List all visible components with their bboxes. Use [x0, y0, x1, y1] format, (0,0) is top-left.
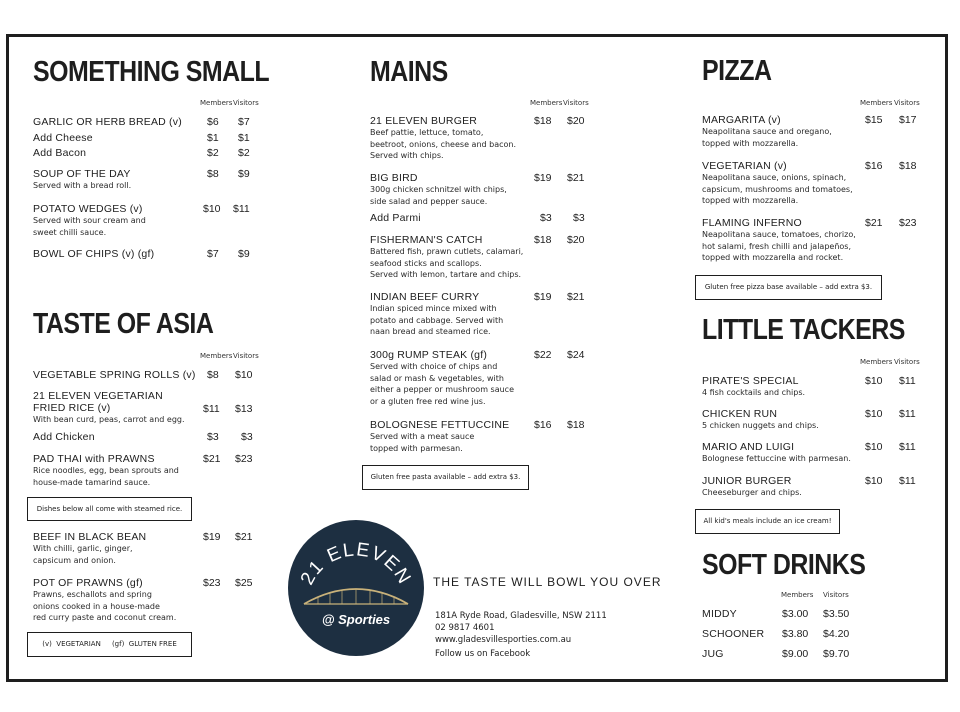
facebook-link[interactable]: Follow us on Facebook — [435, 649, 531, 659]
member-price: $22 — [534, 349, 552, 361]
menu-item — [33, 531, 146, 566]
visitor-price: $4.20 — [823, 628, 850, 640]
item-name: POT OF PRAWNS (gf) — [33, 577, 143, 589]
menu-item — [702, 475, 802, 499]
item-name: PAD THAI with PRAWNS — [33, 453, 155, 465]
item-name: INDIAN BEEF CURRY — [370, 291, 480, 303]
item-name: GARLIC OR HERB BREAD (v) — [33, 116, 182, 128]
section-title-something-small: SOMETHING SMALL — [33, 56, 270, 88]
visitor-price: $23 — [235, 453, 253, 465]
item-description: Served with sour cream and sweet chilli sauce. — [33, 216, 146, 237]
member-price: $3 — [540, 212, 552, 224]
menu-item — [33, 431, 95, 443]
member-price: $3.80 — [782, 628, 809, 640]
member-price: $7 — [207, 248, 219, 260]
menu-item — [702, 408, 819, 432]
item-name: MARGARITA (v) — [702, 114, 781, 126]
item-description: Indian spiced mince mixed with potato and cabbage. Served with naan bread and steamed rice. — [370, 304, 504, 336]
menu-item — [370, 349, 514, 407]
visitor-price: $18 — [567, 419, 585, 431]
member-price: $10 — [865, 441, 883, 453]
members-header: Members — [781, 591, 814, 599]
visitors-header: Visitors — [563, 99, 589, 107]
visitor-price: $2 — [238, 147, 250, 159]
item-description: Rice noodles, egg, bean sprouts and house-made tamarind sauce. — [33, 466, 179, 487]
item-description: Cheeseburger and chips. — [702, 488, 802, 497]
item-description: Served with choice of chips and salad or mash & vegetables, with either a pepper or mushroom sauce or a gluten free red wine jus. — [370, 362, 514, 406]
menu-item — [33, 453, 179, 488]
item-name: BOLOGNESE FETTUCCINE — [370, 419, 510, 431]
menu-item — [33, 132, 93, 144]
member-price: $10 — [865, 475, 883, 487]
item-name: MARIO AND LUIGI — [702, 441, 795, 453]
visitor-price: $7 — [238, 116, 250, 128]
visitor-price: $20 — [567, 115, 585, 127]
item-description: Served with a meat sauce topped with parmesan. — [370, 432, 475, 453]
menu-item — [702, 375, 805, 399]
item-name: BIG BIRD — [370, 172, 418, 184]
member-price: $15 — [865, 114, 883, 126]
member-price: $10 — [865, 408, 883, 420]
visitor-price: $11 — [899, 441, 916, 453]
member-price: $19 — [534, 291, 552, 303]
item-name: Add Chicken — [33, 431, 95, 443]
item-name: 21 ELEVEN VEGETARIAN FRIED RICE (v) — [33, 390, 163, 414]
member-price: $8 — [207, 369, 219, 381]
item-description: Beef pattie, lettuce, tomato, beetroot, onions, cheese and bacon. Served with chips. — [370, 128, 517, 160]
menu-item — [33, 577, 176, 624]
item-description: 300g chicken schnitzel with chips, side salad and pepper sauce. — [370, 185, 507, 206]
item-name: BEEF IN BLACK BEAN — [33, 531, 147, 543]
website-link[interactable]: www.gladesvillesporties.com.au — [435, 635, 572, 645]
drink-item — [702, 628, 764, 640]
item-name: Add Cheese — [33, 132, 93, 144]
phone: 02 9817 4601 — [435, 623, 495, 633]
visitor-price: $21 — [567, 291, 585, 303]
item-description: With bean curd, peas, carrot and egg. — [33, 415, 185, 424]
member-price: $1 — [207, 132, 219, 144]
member-price: $2 — [207, 147, 219, 159]
item-name: JUG — [702, 648, 724, 660]
item-name: SOUP OF THE DAY — [33, 168, 131, 180]
menu-item — [370, 115, 516, 162]
menu-item — [33, 390, 185, 426]
visitor-price: $11 — [899, 408, 916, 420]
member-price: $11 — [203, 403, 220, 415]
menu-item — [702, 217, 856, 264]
club-logo — [288, 520, 424, 656]
item-name: VEGETABLE SPRING ROLLS (v) — [33, 369, 196, 381]
drink-item — [702, 648, 724, 660]
visitor-price: $9.70 — [823, 648, 850, 660]
item-name: Add Parmi — [370, 212, 421, 224]
visitor-price: $13 — [235, 403, 253, 415]
member-price: $10 — [203, 203, 221, 215]
item-name: BOWL OF CHIPS (v) (gf) — [33, 248, 155, 260]
item-description: Battered fish, prawn cutlets, calamari, seafood sticks and scallops. Served with lemon, tartare and chips. — [370, 247, 524, 279]
item-description: Served with a bread roll. — [33, 181, 132, 190]
menu-item — [370, 234, 523, 281]
menu-item — [702, 114, 832, 149]
tagline: THE TASTE WILL BOWL YOU OVER — [433, 575, 662, 589]
section-title-little-tackers: LITTLE TACKERS — [702, 314, 905, 346]
members-header: Members — [200, 352, 233, 360]
visitor-price: $9 — [238, 248, 250, 260]
members-header: Members — [860, 99, 893, 107]
item-name: VEGETARIAN (v) — [702, 160, 787, 172]
member-price: $16 — [865, 160, 883, 172]
menu-item — [33, 116, 182, 128]
section-title-pizza: PIZZA — [702, 55, 772, 87]
item-name: JUNIOR BURGER — [702, 475, 792, 487]
item-description: 5 chicken nuggets and chips. — [702, 421, 819, 430]
item-description: With chilli, garlic, ginger, capsicum and onion. — [33, 544, 133, 565]
visitors-header: Visitors — [823, 591, 849, 599]
item-name: MIDDY — [702, 608, 737, 620]
member-price: $19 — [203, 531, 221, 543]
visitors-header: Visitors — [894, 99, 920, 107]
member-price: $3 — [207, 431, 219, 443]
visitor-price: $11 — [899, 375, 916, 387]
dietary-legend: (v) VEGETARIAN (gf) GLUTEN FREE — [27, 632, 192, 657]
members-header: Members — [530, 99, 563, 107]
visitor-price: $3 — [573, 212, 585, 224]
visitor-price: $10 — [235, 369, 253, 381]
menu-item — [370, 212, 421, 224]
member-price: $21 — [865, 217, 883, 229]
item-name: SCHOONER — [702, 628, 765, 640]
visitor-price: $23 — [899, 217, 917, 229]
visitor-price: $18 — [899, 160, 917, 172]
members-header: Members — [860, 358, 893, 366]
address: 181A Ryde Road, Gladesville, NSW 2111 — [435, 611, 607, 621]
member-price: $18 — [534, 234, 552, 246]
visitor-price: $17 — [899, 114, 917, 126]
ice-cream-note: All kid's meals include an ice cream! — [695, 509, 840, 534]
item-name: 21 ELEVEN BURGER — [370, 115, 478, 127]
menu-item — [702, 160, 853, 207]
visitor-price: $11 — [233, 203, 250, 215]
visitor-price: $3.50 — [823, 608, 850, 620]
gluten-free-pasta-note: Gluten free pasta available – add extra $3. — [362, 465, 529, 490]
menu-item — [33, 147, 86, 159]
logo-graphic — [288, 520, 424, 656]
member-price: $18 — [534, 115, 552, 127]
logo-bottom-text: @ Sporties — [321, 612, 391, 627]
steamed-rice-note: Dishes below all come with steamed rice. — [27, 497, 192, 521]
menu-item — [33, 203, 146, 238]
logo-top-text: 21 ELEVEN — [296, 539, 416, 589]
item-name: Add Bacon — [33, 147, 87, 159]
item-description: Neapolitana sauce and oregano, topped with mozzarella. — [702, 127, 832, 148]
gluten-free-pizza-note: Gluten free pizza base available – add extra $3. — [695, 275, 882, 300]
member-price: $8 — [207, 168, 219, 180]
member-price: $10 — [865, 375, 883, 387]
section-title-soft-drinks: SOFT DRINKS — [702, 549, 866, 581]
member-price: $23 — [203, 577, 221, 589]
item-name: CHICKEN RUN — [702, 408, 778, 420]
section-title-mains: MAINS — [370, 56, 448, 88]
member-price: $19 — [534, 172, 552, 184]
item-description: Neapolitana sauce, onions, spinach, capsicum, mushrooms and tomatoes, topped with mozzarella. — [702, 173, 853, 205]
member-price: $3.00 — [782, 608, 809, 620]
item-description: Neapolitana sauce, tomatoes, chorizo, hot salami, fresh chilli and jalapeños, topped with mozzarella and rocket. — [702, 230, 856, 262]
item-name: FLAMING INFERNO — [702, 217, 802, 229]
item-description: Bolognese fettuccine with parmesan. — [702, 454, 851, 463]
members-header: Members — [200, 99, 233, 107]
member-price: $21 — [203, 453, 221, 465]
visitors-header: Visitors — [894, 358, 920, 366]
menu-item — [370, 291, 503, 338]
menu-item — [33, 168, 131, 192]
visitor-price: $21 — [235, 531, 253, 543]
visitors-header: Visitors — [233, 99, 259, 107]
menu-item — [370, 172, 507, 207]
item-name: POTATO WEDGES (v) — [33, 203, 143, 215]
drink-item — [702, 608, 737, 620]
visitor-price: $3 — [241, 431, 253, 443]
menu-item — [702, 441, 851, 465]
member-price: $9.00 — [782, 648, 809, 660]
visitor-price: $11 — [899, 475, 916, 487]
item-description: Prawns, eschallots and spring onions cooked in a house-made red curry paste and coconut cream. — [33, 590, 177, 622]
member-price: $6 — [207, 116, 219, 128]
visitors-header: Visitors — [233, 352, 259, 360]
item-name: PIRATE'S SPECIAL — [702, 375, 799, 387]
visitor-price: $20 — [567, 234, 585, 246]
section-title-taste-of-asia: TASTE OF ASIA — [33, 308, 214, 340]
member-price: $16 — [534, 419, 552, 431]
visitor-price: $21 — [567, 172, 585, 184]
logo-bridge-struts — [318, 589, 394, 604]
visitor-price: $24 — [567, 349, 585, 361]
menu-item — [33, 369, 196, 381]
menu-item — [33, 248, 154, 260]
visitor-price: $9 — [238, 168, 250, 180]
item-name: FISHERMAN'S CATCH — [370, 234, 483, 246]
item-description: 4 fish cocktails and chips. — [702, 388, 806, 397]
visitor-price: $1 — [238, 132, 250, 144]
menu-item — [370, 419, 509, 454]
visitor-price: $25 — [235, 577, 253, 589]
item-name: 300g RUMP STEAK (gf) — [370, 349, 488, 361]
